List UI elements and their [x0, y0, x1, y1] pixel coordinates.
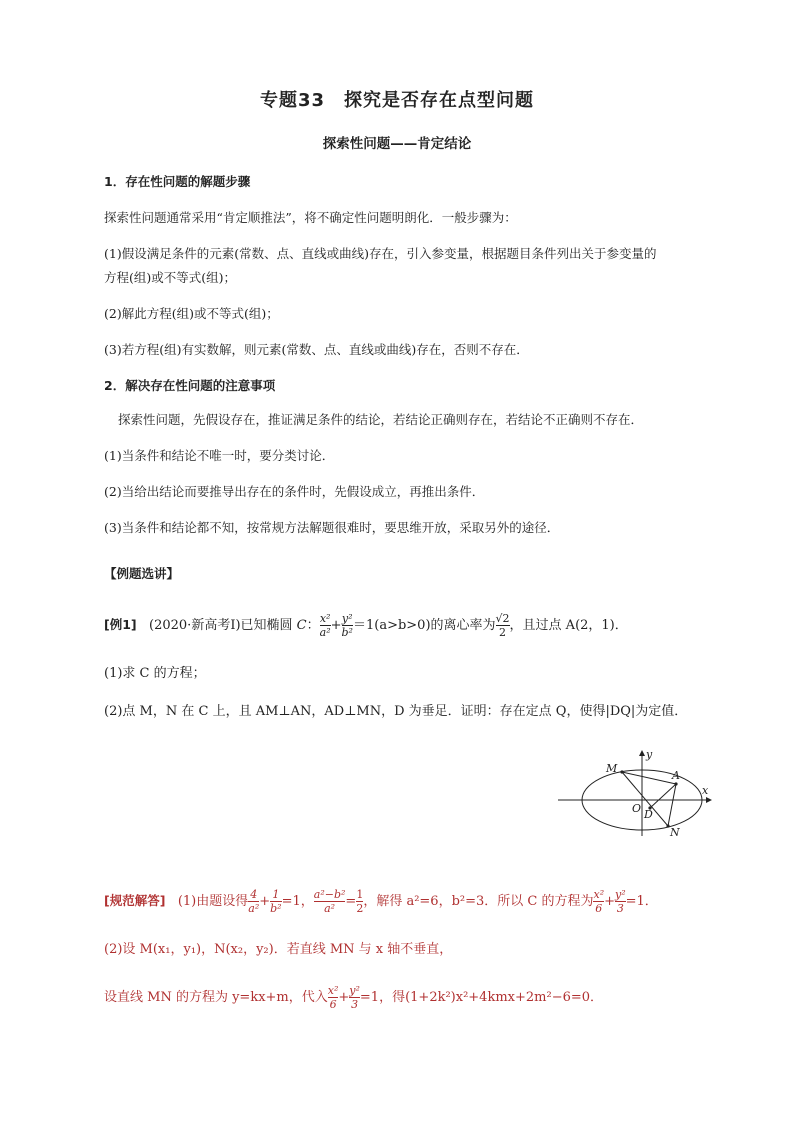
section1-item1-line2: 方程(组)或不等式(组)； — [104, 270, 237, 285]
ellipse-figure — [556, 748, 716, 838]
solution-line3-part1: 设直线 MN 的方程为 y=kx+m，代入 — [104, 990, 328, 1005]
section1-item3: (3)若方程(组)有实数解，则元素(常数、点、直线或曲线)存在，否则不存在． — [104, 342, 529, 357]
solution-line2: (2)设 M(x₁，y₁)，N(x₂，y₂)．若直线 MN 与 x 轴不垂直， — [104, 942, 453, 957]
label-a: A — [672, 769, 680, 782]
solution-line1: [规范解答] (1)由题设得 $\frac{4}{\text{a²}}$ + $\frac{1}{\text{b²}}$ =1， $\frac{\text{a²−b²}}{\text{a²}}$ = $\frac{1}{2}$ ，解得 a²=6，b²=3．所以 C 的方程为 $\frac{\text{x²}}{6}$ + $\frac{\text{y²}}{3}$ =1． — [104, 888, 658, 915]
example1-label: [例1] — [104, 617, 137, 632]
section1-item2: (2)解此方程(组)或不等式(组)； — [104, 306, 279, 321]
solution-text1: (1)由题设得 — [177, 894, 249, 909]
solution-line3: 设直线 MN 的方程为 y=kx+m，代入 $\frac{\text{x²}}{6}$ + $\frac{\text{y²}}{3}$ =1，得(1+2k²)x²+4kmx+2m²−6=0． — [104, 984, 604, 1011]
label-x: x — [702, 784, 709, 797]
section2-item2: (2)当给出结论而要推导出存在的条件时，先假设成立，再推出条件． — [104, 484, 485, 499]
section1-item1-line1: (1)假设满足条件的元素(常数、点、直线或曲线)存在，引入参变量，根据题目条件列出关于参变量的 — [104, 246, 657, 261]
example1-conditions: (a>b>0)的离心率为 — [374, 618, 496, 633]
label-n: N — [670, 826, 680, 838]
solution-label: [规范解答] — [104, 893, 166, 908]
label-d: D — [644, 808, 653, 821]
example1-point: ，且过点 A(2，1)． — [509, 618, 628, 633]
page-subtitle: 探索性问题——肯定结论 — [322, 136, 472, 152]
point-a — [674, 782, 677, 785]
y-axis-arrow — [639, 750, 645, 756]
section1-intro: 探索性问题通常采用“肯定顺推法”，将不确定性问题明朗化．一般步骤为： — [104, 210, 517, 225]
label-m: M — [606, 762, 618, 775]
section2-item1: (1)当条件和结论不唯一时，要分类讨论． — [104, 448, 335, 463]
section2-heading: 2．解决存在性问题的注意事项 — [104, 378, 276, 393]
label-o: O — [632, 802, 642, 815]
x-axis-arrow — [706, 797, 712, 803]
label-y: y — [646, 748, 653, 761]
section1-heading: 1．存在性问题的解题步骤 — [104, 174, 251, 189]
example1-question1: (1)求 C 的方程； — [104, 666, 206, 681]
point-m — [620, 770, 623, 773]
section2-item3: (3)当条件和结论都不知，按常规方法解题很难时，要思维开放，采取另外的途径． — [104, 520, 560, 535]
example1-source: (2020·新高考Ⅰ)已知椭圆 — [149, 618, 293, 633]
page-title: 专题33 探究是否存在点型问题 — [259, 90, 535, 111]
example1-question2: (2)点 M，N 在 C 上，且 AM⊥AN，AD⊥MN，D 为垂足．证明：存在定点 Q，使得|DQ|为定值． — [104, 704, 688, 719]
section2-intro: 探索性问题，先假设存在，推证满足条件的结论，若结论正确则存在，若结论不正确则不存在． — [118, 412, 644, 427]
examples-heading: 【例题选讲】 — [104, 566, 180, 581]
example1-statement: [例1] (2020·新高考Ⅰ)已知椭圆 C： $\frac{\text{x²}}{\text{a²}}$ + $\frac{\text{y²}}{\text{b²}}$ ＝1(a>b>0)的离心率为 $\frac{√2}{2}$ ，且过点 A(2，1)． — [104, 612, 628, 639]
solution-line3-part2: ，得(1+2k²)x²+4kmx+2m²−6=0． — [379, 990, 604, 1005]
solution-text2: ，解得 a²=6，b²=3．所以 C 的方程为 — [363, 894, 594, 909]
